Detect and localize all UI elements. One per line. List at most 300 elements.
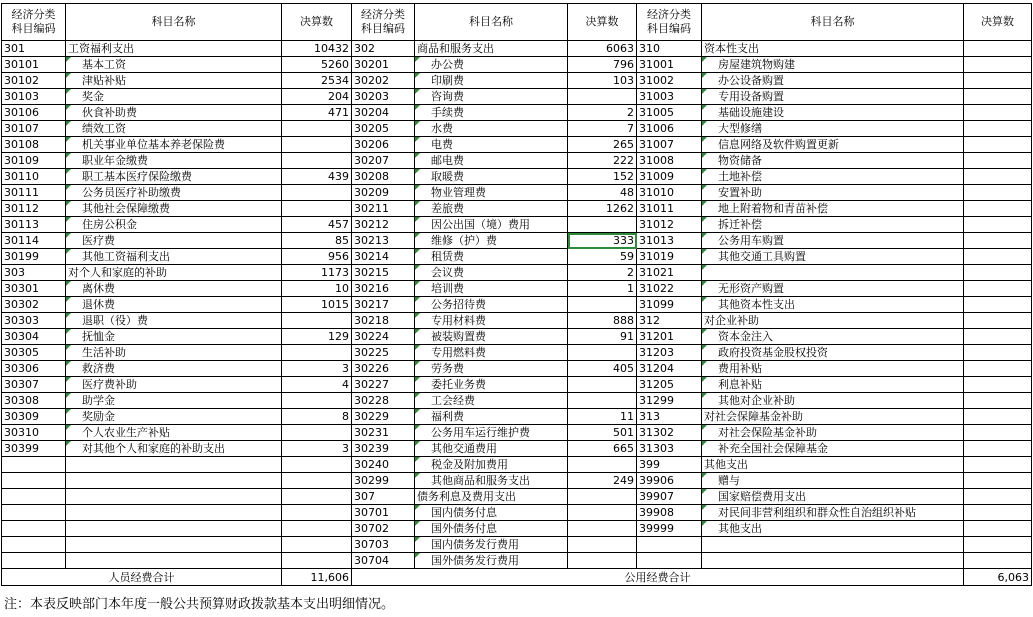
code-cell[interactable]: 30301 [2,281,66,297]
code-cell[interactable]: 30305 [2,345,66,361]
amount-cell[interactable]: 457 [282,217,352,233]
name-cell[interactable] [702,553,964,569]
name-cell[interactable] [66,553,282,569]
code-cell[interactable]: 31001 [637,57,702,73]
name-cell[interactable]: 资本性支出 [702,41,964,57]
amount-cell[interactable]: 85 [282,233,352,249]
amount-cell[interactable] [964,329,1032,345]
code-cell[interactable]: 30307 [2,377,66,393]
code-cell[interactable] [2,489,66,505]
amount-cell[interactable]: 3 [282,361,352,377]
amount-cell[interactable]: 1 [568,281,637,297]
name-cell[interactable]: 其他商品和服务支出 [415,473,568,489]
amount-cell[interactable]: 48 [568,185,637,201]
amount-cell[interactable] [282,185,352,201]
amount-cell[interactable]: 1262 [568,201,637,217]
code-cell[interactable] [2,473,66,489]
amount-cell[interactable] [282,345,352,361]
header-name-2[interactable]: 科目名称 [415,4,568,41]
code-cell[interactable]: 31002 [637,73,702,89]
code-cell[interactable]: 31302 [637,425,702,441]
header-amount-3[interactable]: 决算数 [964,4,1032,41]
name-cell[interactable]: 津贴补贴 [66,73,282,89]
code-cell[interactable]: 30213 [352,233,415,249]
amount-cell[interactable]: 333 [568,233,637,249]
header-code-2[interactable]: 经济分类 科目编码 [352,4,415,41]
name-cell[interactable]: 无形资产购置 [702,281,964,297]
name-cell[interactable]: 其他支出 [702,521,964,537]
name-cell[interactable]: 利息补贴 [702,377,964,393]
code-cell[interactable] [2,537,66,553]
header-amount-1[interactable]: 决算数 [282,4,352,41]
name-cell[interactable]: 专用燃料费 [415,345,568,361]
code-cell[interactable]: 30212 [352,217,415,233]
code-cell[interactable] [637,553,702,569]
amount-cell[interactable] [964,345,1032,361]
amount-cell[interactable]: 471 [282,105,352,121]
header-name-1[interactable]: 科目名称 [66,4,282,41]
name-cell[interactable]: 办公设备购置 [702,73,964,89]
name-cell[interactable]: 工会经费 [415,393,568,409]
amount-cell[interactable] [568,297,637,313]
code-cell[interactable]: 30203 [352,89,415,105]
name-cell[interactable]: 工资福利支出 [66,41,282,57]
amount-cell[interactable] [964,57,1032,73]
code-cell[interactable]: 30224 [352,329,415,345]
code-cell[interactable]: 30302 [2,297,66,313]
amount-cell[interactable] [568,489,637,505]
code-cell[interactable]: 30217 [352,297,415,313]
amount-cell[interactable] [282,121,352,137]
amount-cell[interactable] [964,73,1032,89]
code-cell[interactable]: 30306 [2,361,66,377]
name-cell[interactable]: 费用补贴 [702,361,964,377]
code-cell[interactable] [2,505,66,521]
amount-cell[interactable] [964,89,1032,105]
name-cell[interactable]: 职工基本医疗保险缴费 [66,169,282,185]
name-cell[interactable]: 其他工资福利支出 [66,249,282,265]
header-amount-2[interactable]: 决算数 [568,4,637,41]
name-cell[interactable]: 资本金注入 [702,329,964,345]
code-cell[interactable]: 31303 [637,441,702,457]
code-cell[interactable]: 30229 [352,409,415,425]
amount-cell[interactable]: 152 [568,169,637,185]
code-cell[interactable]: 30303 [2,313,66,329]
code-cell[interactable]: 30103 [2,89,66,105]
amount-cell[interactable]: 956 [282,249,352,265]
code-cell[interactable] [2,521,66,537]
amount-cell[interactable] [568,457,637,473]
code-cell[interactable]: 31203 [637,345,702,361]
name-cell[interactable]: 专用材料费 [415,313,568,329]
name-cell[interactable]: 公务招待费 [415,297,568,313]
amount-cell[interactable]: 8 [282,409,352,425]
name-cell[interactable]: 土地补偿 [702,169,964,185]
name-cell[interactable]: 国内债务发行费用 [415,537,568,553]
name-cell[interactable]: 维修（护）费 [415,233,568,249]
code-cell[interactable]: 30239 [352,441,415,457]
amount-cell[interactable]: 888 [568,313,637,329]
name-cell[interactable]: 房屋建筑物购建 [702,57,964,73]
amount-cell[interactable]: 5260 [282,57,352,73]
name-cell[interactable]: 其他支出 [702,457,964,473]
amount-cell[interactable]: 265 [568,137,637,153]
name-cell[interactable] [66,489,282,505]
amount-cell[interactable] [568,217,637,233]
amount-cell[interactable] [964,121,1032,137]
code-cell[interactable]: 30218 [352,313,415,329]
amount-cell[interactable]: 249 [568,473,637,489]
name-cell[interactable]: 退职（役）费 [66,313,282,329]
code-cell[interactable]: 30701 [352,505,415,521]
code-cell[interactable]: 303 [2,265,66,281]
name-cell[interactable]: 国家赔偿费用支出 [702,489,964,505]
amount-cell[interactable] [964,249,1032,265]
name-cell[interactable]: 租赁费 [415,249,568,265]
amount-cell[interactable] [964,313,1032,329]
name-cell[interactable]: 医疗费 [66,233,282,249]
code-cell[interactable]: 30309 [2,409,66,425]
name-cell[interactable]: 商品和服务支出 [415,41,568,57]
amount-cell[interactable] [282,313,352,329]
name-cell[interactable]: 退休费 [66,297,282,313]
code-cell[interactable]: 30208 [352,169,415,185]
code-cell[interactable]: 31019 [637,249,702,265]
amount-cell[interactable] [568,537,637,553]
amount-cell[interactable]: 1173 [282,265,352,281]
code-cell[interactable]: 30108 [2,137,66,153]
code-cell[interactable]: 30202 [352,73,415,89]
name-cell[interactable]: 公务用车运行维护费 [415,425,568,441]
amount-cell[interactable]: 204 [282,89,352,105]
name-cell[interactable]: 物资储备 [702,153,964,169]
amount-cell[interactable] [964,153,1032,169]
code-cell[interactable]: 39908 [637,505,702,521]
amount-cell[interactable] [964,185,1032,201]
code-cell[interactable]: 31009 [637,169,702,185]
code-cell[interactable]: 39907 [637,489,702,505]
code-cell[interactable]: 30399 [2,441,66,457]
amount-cell[interactable] [282,425,352,441]
code-cell[interactable]: 30199 [2,249,66,265]
amount-cell[interactable] [568,393,637,409]
amount-cell[interactable] [964,521,1032,537]
name-cell[interactable]: 地上附着物和青苗补偿 [702,201,964,217]
name-cell[interactable]: 专用设备购置 [702,89,964,105]
code-cell[interactable]: 30207 [352,153,415,169]
name-cell[interactable]: 对其他个人和家庭的补助支出 [66,441,282,457]
name-cell[interactable]: 水费 [415,121,568,137]
personnel-total-value[interactable]: 11,606 [282,569,352,586]
amount-cell[interactable]: 2 [568,105,637,121]
code-cell[interactable]: 310 [637,41,702,57]
name-cell[interactable]: 公务用车购置 [702,233,964,249]
code-cell[interactable]: 31013 [637,233,702,249]
name-cell[interactable] [66,505,282,521]
name-cell[interactable] [66,457,282,473]
amount-cell[interactable]: 501 [568,425,637,441]
amount-cell[interactable]: 665 [568,441,637,457]
code-cell[interactable]: 30211 [352,201,415,217]
name-cell[interactable] [66,521,282,537]
name-cell[interactable]: 差旅费 [415,201,568,217]
amount-cell[interactable] [964,473,1032,489]
code-cell[interactable]: 30228 [352,393,415,409]
name-cell[interactable]: 培训费 [415,281,568,297]
amount-cell[interactable]: 439 [282,169,352,185]
code-cell[interactable]: 30214 [352,249,415,265]
amount-cell[interactable] [282,457,352,473]
amount-cell[interactable] [964,409,1032,425]
name-cell[interactable]: 信息网络及软件购置更新 [702,137,964,153]
code-cell[interactable]: 31011 [637,201,702,217]
amount-cell[interactable] [964,441,1032,457]
code-cell[interactable] [2,457,66,473]
amount-cell[interactable] [282,201,352,217]
code-cell[interactable]: 31006 [637,121,702,137]
amount-cell[interactable] [964,393,1032,409]
amount-cell[interactable] [282,393,352,409]
amount-cell[interactable]: 91 [568,329,637,345]
amount-cell[interactable]: 10 [282,281,352,297]
amount-cell[interactable]: 6063 [568,41,637,57]
amount-cell[interactable] [568,505,637,521]
name-cell[interactable]: 抚恤金 [66,329,282,345]
amount-cell[interactable] [964,361,1032,377]
name-cell[interactable]: 公务员医疗补助缴费 [66,185,282,201]
name-cell[interactable]: 手续费 [415,105,568,121]
name-cell[interactable]: 委托业务费 [415,377,568,393]
amount-cell[interactable] [568,377,637,393]
amount-cell[interactable] [964,169,1032,185]
name-cell[interactable]: 劳务费 [415,361,568,377]
code-cell[interactable]: 31201 [637,329,702,345]
code-cell[interactable]: 31021 [637,265,702,281]
amount-cell[interactable] [568,345,637,361]
amount-cell[interactable] [568,89,637,105]
name-cell[interactable]: 其他资本性支出 [702,297,964,313]
amount-cell[interactable]: 405 [568,361,637,377]
header-name-3[interactable]: 科目名称 [702,4,964,41]
amount-cell[interactable]: 103 [568,73,637,89]
code-cell[interactable]: 30299 [352,473,415,489]
code-cell[interactable]: 30113 [2,217,66,233]
code-cell[interactable]: 31022 [637,281,702,297]
code-cell[interactable]: 30704 [352,553,415,569]
name-cell[interactable]: 福利费 [415,409,568,425]
amount-cell[interactable]: 3 [282,441,352,457]
amount-cell[interactable]: 59 [568,249,637,265]
code-cell[interactable]: 30231 [352,425,415,441]
amount-cell[interactable] [964,553,1032,569]
amount-cell[interactable] [964,377,1032,393]
amount-cell[interactable]: 7 [568,121,637,137]
name-cell[interactable]: 其他对企业补助 [702,393,964,409]
amount-cell[interactable] [282,553,352,569]
name-cell[interactable]: 大型修缮 [702,121,964,137]
code-cell[interactable]: 31003 [637,89,702,105]
amount-cell[interactable]: 222 [568,153,637,169]
amount-cell[interactable]: 796 [568,57,637,73]
code-cell[interactable]: 312 [637,313,702,329]
code-cell[interactable]: 30227 [352,377,415,393]
name-cell[interactable]: 被装购置费 [415,329,568,345]
name-cell[interactable]: 职业年金缴费 [66,153,282,169]
code-cell[interactable]: 31204 [637,361,702,377]
code-cell[interactable]: 30110 [2,169,66,185]
code-cell[interactable]: 313 [637,409,702,425]
code-cell[interactable]: 30101 [2,57,66,73]
code-cell[interactable]: 31005 [637,105,702,121]
amount-cell[interactable]: 11 [568,409,637,425]
amount-cell[interactable] [964,505,1032,521]
code-cell[interactable]: 30215 [352,265,415,281]
name-cell[interactable]: 补充全国社会保障基金 [702,441,964,457]
code-cell[interactable]: 30216 [352,281,415,297]
name-cell[interactable]: 政府投资基金股权投资 [702,345,964,361]
amount-cell[interactable]: 4 [282,377,352,393]
amount-cell[interactable] [964,425,1032,441]
name-cell[interactable]: 对个人和家庭的补助 [66,265,282,281]
code-cell[interactable]: 39999 [637,521,702,537]
name-cell[interactable]: 办公费 [415,57,568,73]
name-cell[interactable]: 机关事业单位基本养老保险费 [66,137,282,153]
code-cell[interactable]: 31008 [637,153,702,169]
code-cell[interactable]: 30205 [352,121,415,137]
amount-cell[interactable] [964,265,1032,281]
code-cell[interactable] [2,553,66,569]
code-cell[interactable]: 302 [352,41,415,57]
name-cell[interactable]: 债务利息及费用支出 [415,489,568,505]
name-cell[interactable]: 国内债务付息 [415,505,568,521]
name-cell[interactable]: 其他交通工具购置 [702,249,964,265]
amount-cell[interactable]: 129 [282,329,352,345]
name-cell[interactable]: 住房公积金 [66,217,282,233]
code-cell[interactable]: 30111 [2,185,66,201]
code-cell[interactable]: 31299 [637,393,702,409]
amount-cell[interactable] [282,137,352,153]
code-cell[interactable]: 30310 [2,425,66,441]
code-cell[interactable]: 30240 [352,457,415,473]
amount-cell[interactable] [964,489,1032,505]
code-cell[interactable]: 30106 [2,105,66,121]
name-cell[interactable]: 会议费 [415,265,568,281]
name-cell[interactable]: 其他交通费用 [415,441,568,457]
amount-cell[interactable] [964,105,1032,121]
code-cell[interactable]: 30703 [352,537,415,553]
name-cell[interactable]: 生活补助 [66,345,282,361]
amount-cell[interactable] [568,553,637,569]
name-cell[interactable]: 电费 [415,137,568,153]
amount-cell[interactable]: 2 [568,265,637,281]
name-cell[interactable]: 对企业补助 [702,313,964,329]
code-cell[interactable]: 31007 [637,137,702,153]
amount-cell[interactable] [964,281,1032,297]
name-cell[interactable]: 因公出国（境）费用 [415,217,568,233]
amount-cell[interactable] [568,521,637,537]
code-cell[interactable]: 30107 [2,121,66,137]
name-cell[interactable]: 奖励金 [66,409,282,425]
code-cell[interactable]: 301 [2,41,66,57]
name-cell[interactable]: 基础设施建设 [702,105,964,121]
name-cell[interactable]: 取暖费 [415,169,568,185]
code-cell[interactable]: 30304 [2,329,66,345]
name-cell[interactable]: 对社会保险基金补助 [702,425,964,441]
code-cell[interactable]: 31205 [637,377,702,393]
code-cell[interactable]: 30206 [352,137,415,153]
amount-cell[interactable]: 2534 [282,73,352,89]
code-cell[interactable]: 30209 [352,185,415,201]
name-cell[interactable]: 对社会保障基金补助 [702,409,964,425]
amount-cell[interactable] [282,521,352,537]
amount-cell[interactable] [964,297,1032,313]
code-cell[interactable]: 31010 [637,185,702,201]
amount-cell[interactable] [282,505,352,521]
code-cell[interactable]: 31099 [637,297,702,313]
name-cell[interactable] [66,537,282,553]
code-cell[interactable]: 31012 [637,217,702,233]
code-cell[interactable]: 30114 [2,233,66,249]
name-cell[interactable]: 印刷费 [415,73,568,89]
code-cell[interactable]: 30225 [352,345,415,361]
amount-cell[interactable] [964,233,1032,249]
amount-cell[interactable] [964,217,1032,233]
amount-cell[interactable]: 10432 [282,41,352,57]
amount-cell[interactable] [282,489,352,505]
name-cell[interactable]: 咨询费 [415,89,568,105]
code-cell[interactable] [637,537,702,553]
code-cell[interactable]: 30702 [352,521,415,537]
name-cell[interactable]: 国外债务发行费用 [415,553,568,569]
name-cell[interactable]: 医疗费补助 [66,377,282,393]
name-cell[interactable] [702,265,964,281]
name-cell[interactable]: 赠与 [702,473,964,489]
name-cell[interactable]: 救济费 [66,361,282,377]
name-cell[interactable]: 物业管理费 [415,185,568,201]
name-cell[interactable]: 离休费 [66,281,282,297]
name-cell[interactable]: 邮电费 [415,153,568,169]
name-cell[interactable]: 对民间非营利组织和群众性自治组织补贴 [702,505,964,521]
name-cell[interactable] [702,537,964,553]
name-cell[interactable]: 伙食补助费 [66,105,282,121]
amount-cell[interactable] [964,537,1032,553]
amount-cell[interactable] [282,153,352,169]
code-cell[interactable]: 39906 [637,473,702,489]
name-cell[interactable]: 绩效工资 [66,121,282,137]
code-cell[interactable]: 30112 [2,201,66,217]
code-cell[interactable]: 30308 [2,393,66,409]
code-cell[interactable]: 30201 [352,57,415,73]
name-cell[interactable] [66,473,282,489]
name-cell[interactable]: 个人农业生产补贴 [66,425,282,441]
public-total-value[interactable]: 6,063 [964,569,1032,586]
name-cell[interactable]: 安置补助 [702,185,964,201]
code-cell[interactable]: 307 [352,489,415,505]
name-cell[interactable]: 助学金 [66,393,282,409]
amount-cell[interactable] [964,137,1032,153]
code-cell[interactable]: 399 [637,457,702,473]
amount-cell[interactable] [282,473,352,489]
amount-cell[interactable] [282,537,352,553]
code-cell[interactable]: 30226 [352,361,415,377]
name-cell[interactable]: 税金及附加费用 [415,457,568,473]
name-cell[interactable]: 基本工资 [66,57,282,73]
name-cell[interactable]: 奖金 [66,89,282,105]
name-cell[interactable]: 拆迁补偿 [702,217,964,233]
code-cell[interactable]: 30204 [352,105,415,121]
amount-cell[interactable] [964,201,1032,217]
header-code-3[interactable]: 经济分类 科目编码 [637,4,702,41]
